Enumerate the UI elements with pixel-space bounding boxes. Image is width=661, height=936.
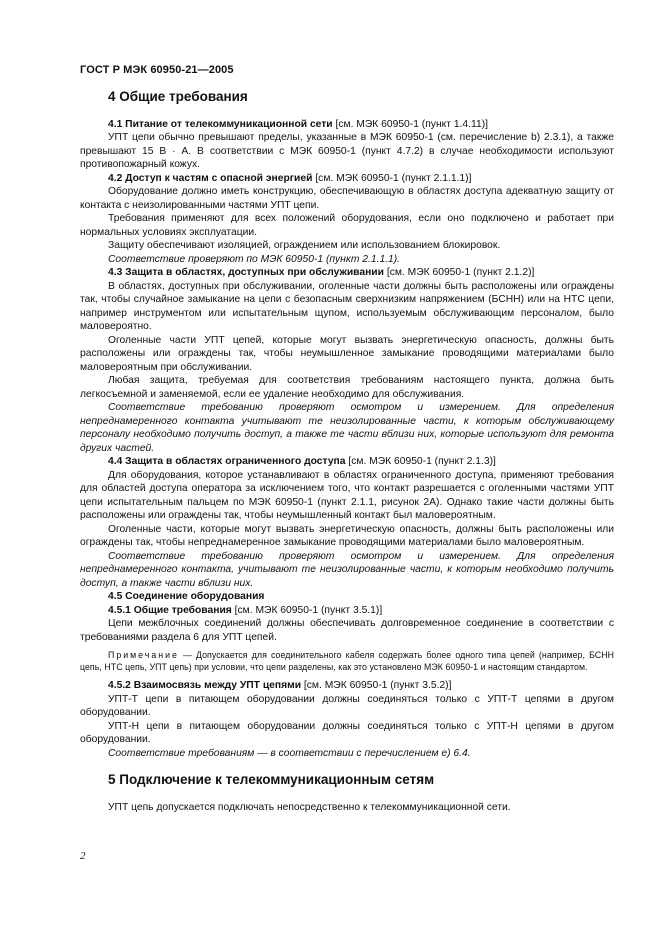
paragraph xyxy=(80,172,614,186)
section-4-title: 4 Общие требования xyxy=(108,89,248,104)
clause-heading: 4.4 Защита в областях ограниченного доступа xyxy=(108,456,346,467)
paragraph xyxy=(80,253,614,267)
paragraph xyxy=(80,185,614,212)
paragraph-text: [см. МЭК 60950-1 (пункт 2.1.2)] xyxy=(383,267,535,278)
paragraph xyxy=(80,720,614,747)
paragraph-text: УПТ-Т цепи в питающем оборудовании должны соединяться только с УПТ-Т цепями в другом оборудовании. xyxy=(80,693,614,718)
paragraph-text: [см. МЭК 60950-1 (пункт 1.4.11)] xyxy=(332,118,488,130)
paragraph xyxy=(80,401,614,455)
section-5-text: УПТ цепь допускается подключать непосредственно к телекоммуникационной сети. xyxy=(108,801,511,813)
paragraph xyxy=(80,266,614,280)
paragraph-text: Любая защита, требуемая для соответствия требованиям настоящего пункта, должна быть легкосъемной и заменяемой, если ее удаление необходимо для обслуживания. xyxy=(80,375,614,400)
compliance-text: Соответствие требованиям — в соответствии с перечислением е) 6.4. xyxy=(108,747,471,759)
paragraph-text: [см. МЭК 60950-1 (пункт 3.5.1)] xyxy=(231,604,383,616)
paragraph xyxy=(80,334,614,375)
paragraph-text: [см. МЭК 60950-1 (пункт 3.5.2)] xyxy=(301,680,452,691)
paragraph xyxy=(80,469,614,523)
paragraph-text: Защиту обеспечивают изоляцией, ограждением или использованием блокировок. xyxy=(108,240,501,251)
paragraph-text: Оголенные части УПТ цепей, которые могут вызвать энергетическую опасность, должны быть расположены или ограждены так, чтобы неумышленное замыкание проводящими материалами было маловероятным при обслуживании. xyxy=(80,334,614,373)
paragraph xyxy=(80,374,614,401)
section-5-title: 5 Подключение к телекоммуникационным сетям xyxy=(108,772,435,787)
compliance-text: Соответствие проверяют по МЭК 60950-1 (пункт 2.1.1.1). xyxy=(108,253,401,265)
document-header: ГОСТ Р МЭК 60950-21—2005 xyxy=(80,64,234,76)
paragraph xyxy=(80,455,614,469)
paragraph-text: Цепи межблочных соединений должны обеспечивать долговременное соединение в соответствии с требованиями раздела 6 для УПТ цепей. xyxy=(80,618,614,643)
paragraph xyxy=(80,747,614,761)
paragraph xyxy=(80,212,614,239)
page-number: 2 xyxy=(80,850,86,862)
compliance-text: Соответствие требованию проверяют осмотром и измерением. Для определения непреднамеренного контакта учитывают те неизолированные части, к которым обслуживающему персоналу необходимо получить доступ, а также те части вблизи них, которые используют для ремонта других частей. xyxy=(80,402,614,454)
paragraph xyxy=(80,131,614,172)
clause-heading: 4.5.1 Общие требования xyxy=(108,604,232,616)
note xyxy=(80,650,614,673)
page-content xyxy=(80,90,614,814)
section-4-body-continued xyxy=(80,679,614,760)
paragraph-text: [см. МЭК 60950-1 (пункт 2.1.3)] xyxy=(345,456,496,467)
paragraph xyxy=(80,239,614,253)
paragraph xyxy=(80,604,614,618)
clause-heading: 4.5 Соединение оборудования xyxy=(108,591,265,602)
paragraph xyxy=(80,118,614,132)
clause-heading: 4.2 Доступ к частям с опасной энергией xyxy=(108,172,313,184)
paragraph xyxy=(80,280,614,334)
paragraph xyxy=(80,590,614,604)
paragraph xyxy=(80,617,614,644)
section-4-body xyxy=(80,118,614,645)
note-text: — Допускается для соединительного кабеля содержать более одного типа цепей (например, БСНН цепь, НТС цепь, УПТ цепь) при условии, что цепи разделены, как это установлено МЭК 60950-1 и настоящим стандартом. xyxy=(80,650,614,672)
paragraph xyxy=(80,550,614,591)
paragraph-text: Оборудование должно иметь конструкцию, обеспечивающую в областях доступа адекватную защиту от контакта с неизолированными частями УПТ цепи. xyxy=(80,186,614,211)
clause-heading: 4.5.2 Взаимосвязь между УПТ цепями xyxy=(108,680,302,691)
paragraph-text: В областях, доступных при обслуживании, оголенные части должны быть расположены или ограждены так, чтобы случайное замыкание на цепи с безопасным сверхнизким напряжением (БСНН) или на НТС цепи, например инструментом или испытательным щупом, используемым обслуживающим персоналом, было маловероятно. xyxy=(80,280,614,332)
paragraph-text: [см. МЭК 60950-1 (пункт 2.1.1.1)] xyxy=(312,172,472,184)
paragraph-text: Оголенные части, которые могут вызвать энергетическую опасность, должны быть расположены или ограждены так, чтобы непреднамеренное замыкание проводящими материалами было маловероятным. xyxy=(80,523,614,548)
paragraph-text: УПТ цепи обычно превышают пределы, указанные в МЭК 60950-1 (см. перечисление b) 2.3.1), а также превышают 15 В · А. В соответствии с МЭК 60950-1 (пункт 4.7.2) в случае необходимости используют противопожарный кожух. xyxy=(80,132,614,170)
paragraph xyxy=(80,679,614,693)
note-label: Примечание xyxy=(108,650,179,660)
paragraph xyxy=(80,693,614,720)
paragraph xyxy=(80,523,614,550)
paragraph-text: Требования применяют для всех положений оборудования, если оно подключено и работает при нормальных условиях эксплуатации. xyxy=(80,213,614,238)
clause-heading: 4.1 Питание от телекоммуникационной сети xyxy=(108,118,333,130)
paragraph-text: Для оборудования, которое устанавливают в областях ограниченного доступа, применяют требования для областей доступа оператора за исключением того, что контакт разрешается с оголенными частями УПТ цепи испытательным пальцем по МЭК 60950-1 (пункт 2.1.1, рисунок 2А). Однако такие части должны быть расположены или ограждены так, чтобы неумышленный контакт был маловероятным. xyxy=(80,469,614,521)
clause-heading: 4.3 Защита в областях, доступных при обслуживании xyxy=(108,267,384,278)
paragraph-text: УПТ-Н цепи в питающем оборудовании должны соединяться только с УПТ-Н цепями в другом оборудовании. xyxy=(80,720,614,745)
compliance-text: Соответствие требованию проверяют осмотром и измерением. Для определения непреднамеренного контакта, учитывают те неизолированные части, к которым необходимо получить доступ, а также части вблизи них. xyxy=(80,550,614,589)
